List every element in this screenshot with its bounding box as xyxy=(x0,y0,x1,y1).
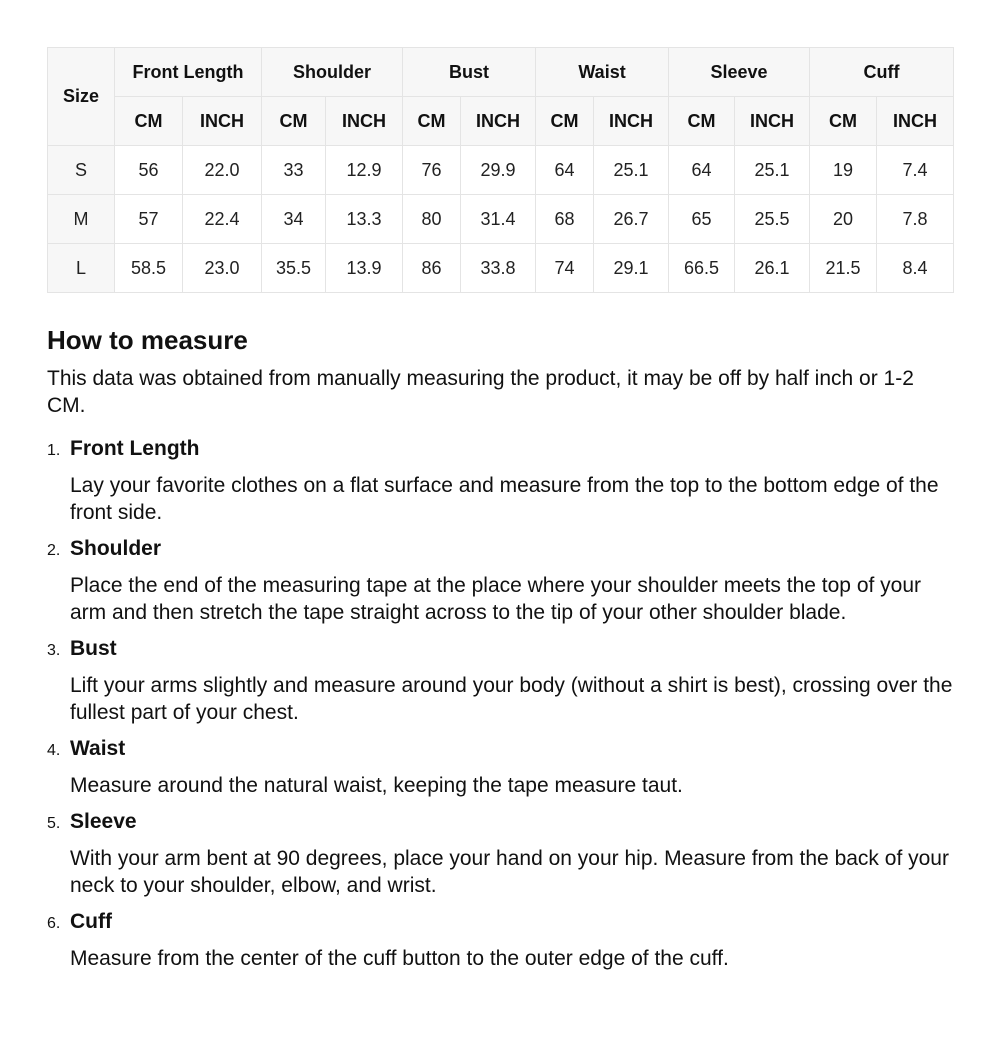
measurement-cell-cm: 86 xyxy=(403,244,461,293)
measurement-cell-inch: 33.8 xyxy=(461,244,536,293)
measurement-cell-cm: 64 xyxy=(536,146,594,195)
measurement-cell-inch: 7.8 xyxy=(877,195,954,244)
step-description: Measure from the center of the cuff button to the outer edge of the cuff. xyxy=(70,947,729,970)
group-header-cuff: Cuff xyxy=(810,48,954,97)
step-description: Lay your favorite clothes on a flat surface and measure from the top to the bottom edge of the front side. xyxy=(70,474,939,524)
measurement-cell-inch: 25.5 xyxy=(735,195,810,244)
measurement-cell-cm: 80 xyxy=(403,195,461,244)
table-row xyxy=(48,146,954,195)
unit-header-inch: INCH xyxy=(326,97,403,146)
step-number: 6. xyxy=(47,915,61,932)
size-guide xyxy=(47,47,953,981)
unit-header-inch: INCH xyxy=(594,97,669,146)
step-description: Lift your arms slightly and measure around your body (without a shirt is best), crossing over the fullest part of your chest. xyxy=(70,674,953,724)
measurement-disclaimer: This data was obtained from manually measuring the product, it may be off by half inch or 1-2 CM. xyxy=(47,367,914,417)
table-row xyxy=(48,244,954,293)
measurement-step xyxy=(47,635,953,726)
group-header-sleeve: Sleeve xyxy=(669,48,810,97)
step-description: Measure around the natural waist, keeping the tape measure taut. xyxy=(70,774,683,797)
measurement-cell-cm: 64 xyxy=(669,146,735,195)
measurement-steps-list xyxy=(47,435,953,972)
measurement-cell-inch: 25.1 xyxy=(735,146,810,195)
measurement-cell-cm: 66.5 xyxy=(669,244,735,293)
measurement-step xyxy=(47,435,953,526)
measurement-cell-inch: 22.4 xyxy=(183,195,262,244)
unit-header-inch: INCH xyxy=(735,97,810,146)
measurement-cell-cm: 35.5 xyxy=(262,244,326,293)
size-label-cell: S xyxy=(48,146,115,195)
measurement-cell-cm: 74 xyxy=(536,244,594,293)
measurement-cell-inch: 29.1 xyxy=(594,244,669,293)
measurement-cell-inch: 13.3 xyxy=(326,195,403,244)
measurement-cell-inch: 26.7 xyxy=(594,195,669,244)
measurement-cell-cm: 21.5 xyxy=(810,244,877,293)
unit-header-cm: CM xyxy=(669,97,735,146)
measurement-step xyxy=(47,735,953,799)
unit-header-inch: INCH xyxy=(877,97,954,146)
group-header-bust: Bust xyxy=(403,48,536,97)
measurement-cell-cm: 76 xyxy=(403,146,461,195)
size-label-cell: L xyxy=(48,244,115,293)
measurement-cell-cm: 65 xyxy=(669,195,735,244)
step-number: 1. xyxy=(47,442,61,459)
size-column-header: Size xyxy=(48,48,115,146)
measurement-step xyxy=(47,808,953,899)
unit-header-cm: CM xyxy=(536,97,594,146)
measurement-cell-cm: 56 xyxy=(115,146,183,195)
measurement-cell-inch: 22.0 xyxy=(183,146,262,195)
measurement-step xyxy=(47,908,953,972)
unit-header-cm: CM xyxy=(262,97,326,146)
measurement-cell-inch: 25.1 xyxy=(594,146,669,195)
measurement-cell-inch: 29.9 xyxy=(461,146,536,195)
measurement-cell-inch: 8.4 xyxy=(877,244,954,293)
measurement-cell-inch: 26.1 xyxy=(735,244,810,293)
step-heading xyxy=(47,435,953,464)
measurement-cell-cm: 19 xyxy=(810,146,877,195)
unit-header-cm: CM xyxy=(403,97,461,146)
unit-header-inch: INCH xyxy=(461,97,536,146)
table-header-row-units xyxy=(48,97,954,146)
measurement-cell-cm: 34 xyxy=(262,195,326,244)
unit-header-cm: CM xyxy=(115,97,183,146)
step-title: Shoulder xyxy=(70,537,162,560)
measurement-cell-inch: 23.0 xyxy=(183,244,262,293)
measurement-cell-inch: 13.9 xyxy=(326,244,403,293)
measurement-cell-cm: 33 xyxy=(262,146,326,195)
step-description: Place the end of the measuring tape at the place where your shoulder meets the top of your arm and then stretch the tape straight across to the tip of your other shoulder blade. xyxy=(70,574,922,624)
step-title: Front Length xyxy=(70,437,200,460)
measurement-cell-cm: 20 xyxy=(810,195,877,244)
step-number: 2. xyxy=(47,542,61,559)
measurement-step xyxy=(47,535,953,626)
step-heading xyxy=(47,735,953,764)
step-heading xyxy=(47,535,953,564)
group-header-shoulder: Shoulder xyxy=(262,48,403,97)
measurement-cell-cm: 57 xyxy=(115,195,183,244)
measurement-cell-inch: 31.4 xyxy=(461,195,536,244)
unit-header-inch: INCH xyxy=(183,97,262,146)
group-header-front-length: Front Length xyxy=(115,48,262,97)
measurement-cell-cm: 68 xyxy=(536,195,594,244)
step-title: Cuff xyxy=(70,910,112,933)
size-label-cell: M xyxy=(48,195,115,244)
step-title: Sleeve xyxy=(70,810,137,833)
step-heading xyxy=(47,908,953,937)
step-number: 4. xyxy=(47,742,61,759)
unit-header-cm: CM xyxy=(810,97,877,146)
group-header-waist: Waist xyxy=(536,48,669,97)
measurement-cell-inch: 12.9 xyxy=(326,146,403,195)
how-to-measure-title: How to measure xyxy=(47,325,248,355)
step-description: With your arm bent at 90 degrees, place your hand on your hip. Measure from the back of your neck to your shoulder, elbow, and wrist. xyxy=(70,847,949,897)
step-heading xyxy=(47,808,953,837)
table-row xyxy=(48,195,954,244)
step-title: Bust xyxy=(70,637,117,660)
measurement-cell-inch: 7.4 xyxy=(877,146,954,195)
table-header-row-groups xyxy=(48,48,954,97)
size-chart-table xyxy=(47,47,954,293)
step-number: 5. xyxy=(47,815,61,832)
measurement-cell-cm: 58.5 xyxy=(115,244,183,293)
step-heading xyxy=(47,635,953,664)
step-number: 3. xyxy=(47,642,61,659)
step-title: Waist xyxy=(70,737,126,760)
